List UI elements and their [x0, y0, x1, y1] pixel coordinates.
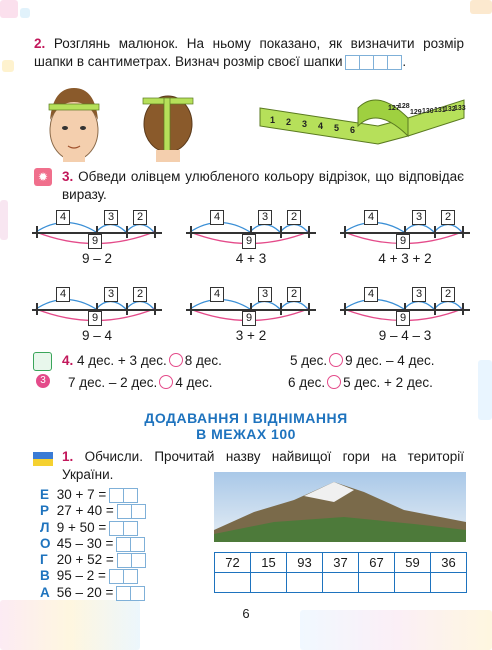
task4-number: 4. [62, 353, 74, 368]
svg-text:5: 5 [334, 123, 340, 133]
segment-number-a: 4 [364, 210, 378, 225]
compare-circle[interactable] [159, 375, 173, 389]
segment-tick [126, 303, 128, 315]
svg-text:128: 128 [398, 103, 410, 110]
example-answer-boxes[interactable] [118, 504, 146, 519]
example-expression: 9 + 50 = [56, 519, 107, 535]
segment-tick [462, 226, 464, 238]
segment-tick [462, 303, 464, 315]
svg-text:2: 2 [286, 117, 292, 127]
example-row [40, 552, 146, 568]
decor-strip [300, 610, 492, 650]
segment-tick [36, 303, 38, 315]
example-row [40, 585, 146, 601]
answer-number-cell: 37 [323, 553, 359, 573]
segment-number-total: 9 [396, 311, 410, 326]
task4-row2-right: 4 дес. [175, 375, 213, 390]
svg-text:6: 6 [350, 125, 356, 135]
segment-number-a: 4 [210, 210, 224, 225]
segment-diagram[interactable] [32, 205, 162, 265]
compare-circle[interactable] [329, 353, 343, 367]
answer-letter-cell[interactable] [359, 573, 395, 593]
segment-number-c: 2 [287, 210, 301, 225]
segment-tick [36, 226, 38, 238]
segment-number-b: 3 [104, 287, 118, 302]
segment-tick [344, 303, 346, 315]
decor-square [0, 200, 8, 240]
task4-row-2 [68, 374, 212, 392]
task4-row2-left: 7 дес. – 2 дес. [68, 375, 158, 390]
task4-row1-left2: 5 дес. [290, 353, 328, 368]
segment-expression: 9 – 2 [81, 251, 113, 266]
measuring-tape-illustration [258, 78, 468, 148]
task3-body: Обведи олівцем улюбленого кольору відрізок, що відповідає виразу. [62, 169, 464, 202]
example-row [40, 487, 146, 503]
task2-body: Розглянь малюнок. На ньому показано, як визначити розмір шапки в сантиметрах. Визнач розмір своєї шапки [34, 36, 464, 69]
segment-tick [308, 303, 310, 315]
svg-text:129: 129 [410, 109, 422, 116]
answer-number-cell: 67 [359, 553, 395, 573]
example-answer-boxes[interactable] [118, 553, 146, 568]
task2-text: 2. Розглянь малюнок. На ньому показано, як визначити розмір шапки в сантиметрах. Визнач розмір своєї шапки . [34, 36, 464, 69]
section-title-line2: В МЕЖАХ 100 [196, 426, 296, 442]
segment-number-a: 4 [56, 210, 70, 225]
segment-number-c: 2 [133, 287, 147, 302]
answer-letter-cell[interactable] [215, 573, 251, 593]
example-letter: О [40, 535, 51, 551]
decor-square [20, 8, 30, 18]
segment-diagram[interactable] [32, 282, 162, 342]
example-letter: Р [40, 503, 50, 519]
task3-number: 3. [62, 169, 74, 184]
segment-tick [190, 303, 192, 315]
segment-tick [154, 303, 156, 315]
decor-strip [0, 600, 140, 650]
segment-number-total: 9 [242, 234, 256, 249]
segment-number-a: 4 [364, 287, 378, 302]
segment-diagram[interactable] [340, 205, 470, 265]
segment-number-total: 9 [396, 234, 410, 249]
example-letter: Г [40, 552, 48, 568]
segment-expression: 9 – 4 [81, 328, 113, 343]
example-row [40, 520, 146, 536]
sun-icon: ✹ [34, 168, 52, 186]
segment-expression: 4 + 3 [235, 251, 267, 266]
answer-number-cell: 15 [251, 553, 287, 573]
task4-row1-right2: 9 дес. – 4 дес. [345, 353, 435, 368]
answer-table [214, 552, 467, 593]
example-expression: 45 – 30 = [56, 535, 114, 551]
task3-text [62, 168, 464, 204]
house-icon [33, 352, 52, 371]
example-answer-boxes[interactable] [110, 521, 138, 536]
segment-tick [280, 303, 282, 315]
example-expression: 27 + 40 = [56, 503, 114, 519]
example-expression: 56 – 20 = [56, 584, 114, 600]
example-letter: А [40, 584, 50, 600]
compare-circle[interactable] [327, 375, 341, 389]
segment-number-c: 2 [441, 287, 455, 302]
task4-row1-left: 4 дес. + 3 дес. [77, 353, 167, 368]
answer-letter-cell[interactable] [251, 573, 287, 593]
segment-tick [154, 226, 156, 238]
svg-text:131: 131 [434, 107, 446, 114]
task2-number: 2. [34, 36, 46, 51]
segment-number-b: 3 [258, 287, 272, 302]
decor-square [470, 0, 492, 14]
segment-tick [126, 226, 128, 238]
segment-tick [280, 226, 282, 238]
difficulty-badge: 3 [36, 374, 50, 388]
task4-row2-left2: 6 дес. [288, 375, 326, 390]
segment-number-b: 3 [258, 210, 272, 225]
example-row [40, 568, 146, 584]
segment-diagram[interactable] [340, 282, 470, 342]
svg-text:3: 3 [302, 119, 308, 129]
answer-letter-cell[interactable] [395, 573, 431, 593]
svg-text:130: 130 [422, 108, 434, 115]
example-letter: В [40, 568, 50, 584]
segment-number-b: 3 [412, 287, 426, 302]
svg-text:133: 133 [454, 105, 466, 112]
segment-number-total: 9 [88, 234, 102, 249]
segment-tick [344, 226, 346, 238]
task4-row-1b [290, 352, 434, 370]
segment-tick [190, 226, 192, 238]
section-title-line1: ДОДАВАННЯ І ВІДНІМАННЯ [144, 410, 348, 426]
decor-square [0, 0, 18, 18]
segment-expression: 3 + 2 [235, 328, 267, 343]
example-row [40, 536, 146, 552]
page-number: 6 [242, 606, 250, 621]
task1-number: 1. [62, 449, 74, 464]
svg-text:4: 4 [318, 121, 324, 131]
example-expression: 20 + 52 = [56, 552, 114, 568]
answer-number-cell: 93 [287, 553, 323, 573]
segment-number-c: 2 [441, 210, 455, 225]
segment-tick [434, 226, 436, 238]
example-expression: 95 – 2 = [56, 568, 106, 584]
example-letter: Е [40, 487, 50, 502]
svg-text:1: 1 [270, 115, 276, 125]
segment-number-b: 3 [104, 210, 118, 225]
task4-row-2b [288, 374, 433, 392]
answer-letter-cell[interactable] [287, 573, 323, 593]
task4-row1-right: 8 дес. [184, 353, 222, 368]
example-row [40, 503, 146, 519]
svg-text:132: 132 [444, 106, 456, 113]
example-answer-boxes[interactable] [117, 537, 145, 552]
answer-number-cell: 72 [215, 553, 251, 573]
example-expression: 30 + 7 = [56, 487, 107, 502]
mountain-photo [214, 472, 466, 542]
segment-expression: 4 + 3 + 2 [378, 251, 432, 266]
segment-number-a: 4 [210, 287, 224, 302]
decor-square [478, 360, 492, 420]
segment-expression: 9 – 4 – 3 [378, 328, 432, 343]
section-title [120, 410, 372, 442]
segment-tick [308, 226, 310, 238]
answer-number-cell: 36 [431, 553, 467, 573]
task4-row-1 [62, 352, 222, 370]
segment-diagram[interactable] [186, 282, 316, 342]
example-answer-boxes[interactable] [117, 586, 145, 601]
segment-number-a: 4 [56, 287, 70, 302]
head-back-illustration [138, 80, 198, 162]
segment-number-total: 9 [88, 311, 102, 326]
segment-number-c: 2 [287, 287, 301, 302]
answer-number-cell: 59 [395, 553, 431, 573]
example-letter: Л [40, 519, 50, 535]
head-front-illustration [33, 80, 115, 162]
segment-number-total: 9 [242, 311, 256, 326]
answer-letter-cell[interactable] [323, 573, 359, 593]
compare-circle[interactable] [169, 353, 183, 367]
segment-diagram[interactable] [186, 205, 316, 265]
segment-tick [434, 303, 436, 315]
svg-text:127: 127 [388, 105, 400, 112]
task2-answer-boxes[interactable] [346, 55, 402, 70]
example-answer-boxes[interactable] [110, 488, 138, 503]
answer-letter-cell[interactable] [431, 573, 467, 593]
task1-body: Обчисли. Прочитай назву найвищої гори на території України. [62, 449, 464, 482]
ukraine-flag-icon [33, 452, 53, 466]
decor-square [2, 60, 14, 72]
segment-number-c: 2 [133, 210, 147, 225]
example-answer-boxes[interactable] [110, 569, 138, 584]
task4-row2-right2: 5 дес. + 2 дес. [343, 375, 433, 390]
segment-number-b: 3 [412, 210, 426, 225]
examples-list [40, 487, 146, 601]
